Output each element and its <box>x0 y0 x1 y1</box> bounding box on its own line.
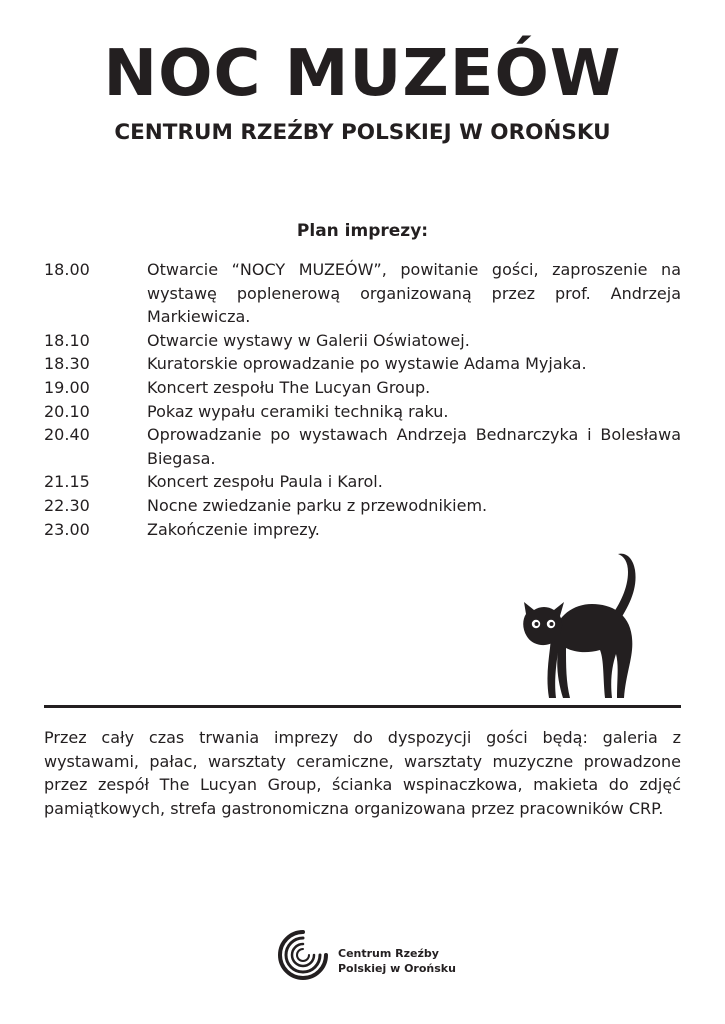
schedule-description: Oprowadzanie po wystawach Andrzeja Bednarczyka i Bolesława Biegasa. <box>147 425 681 468</box>
logo-line-2: Polskiej w Orońsku <box>338 962 456 975</box>
schedule-row <box>44 352 681 376</box>
schedule-time: 20.40 <box>44 425 90 445</box>
logo-text <box>338 946 456 976</box>
schedule-time: 18.30 <box>44 354 90 374</box>
schedule-time: 18.10 <box>44 330 90 350</box>
logo-line-1: Centrum Rzeźby <box>338 947 439 960</box>
spiral-logo-icon <box>274 926 332 984</box>
schedule-time: 23.00 <box>44 519 90 539</box>
schedule-time: 21.15 <box>44 472 90 492</box>
divider-line <box>44 705 681 708</box>
poster-title: NOC MUZEÓW <box>103 37 622 111</box>
crp-logo <box>274 926 464 986</box>
schedule-list <box>44 258 681 541</box>
schedule-description: Kuratorskie oprowadzanie po wystawie Adama Myjaka. <box>147 354 587 374</box>
schedule-description: Koncert zespołu The Lucyan Group. <box>147 377 431 397</box>
schedule-row <box>44 518 681 542</box>
schedule-time: 22.30 <box>44 495 90 515</box>
schedule-description: Nocne zwiedzanie parku z przewodnikiem. <box>147 495 488 515</box>
schedule-row <box>44 376 681 400</box>
schedule-row <box>44 329 681 353</box>
schedule-description: Otwarcie wystawy w Galerii Oświatowej. <box>147 330 470 350</box>
poster-subtitle: CENTRUM RZEŹBY POLSKIEJ W OROŃSKU <box>114 120 611 145</box>
schedule-description: Pokaz wypału ceramiki techniką raku. <box>147 401 449 421</box>
schedule-time: 20.10 <box>44 401 90 421</box>
schedule-row <box>44 423 681 470</box>
plan-heading: Plan imprezy: <box>296 221 429 241</box>
schedule-row <box>44 400 681 424</box>
schedule-time: 18.00 <box>44 260 90 279</box>
black-cat-icon <box>520 548 650 708</box>
schedule-row <box>44 494 681 518</box>
schedule-description: Otwarcie “NOCY MUZEÓW”, powitanie gości, zaproszenie na wystawę poplenerową organizowaną przez prof. Andrzeja Markiewicza. <box>147 260 681 327</box>
schedule-time: 19.00 <box>44 377 90 397</box>
schedule-row <box>44 258 681 329</box>
schedule-description: Koncert zespołu Paula i Karol. <box>147 472 383 492</box>
footer-paragraph: Przez cały czas trwania imprezy do dyspozycji gości będą: galeria z wystawami, pałac, warsztaty ceramiczne, warsztaty muzyczne prowadzone przez zespół The Lucyan Group, ścianka wspinaczkowa, makieta do zdjęć pamiątkowych, strefa gastronomiczna organizowana przez pracowników CRP. <box>44 728 681 818</box>
schedule-description: Zakończenie imprezy. <box>147 519 320 539</box>
schedule-row <box>44 470 681 494</box>
